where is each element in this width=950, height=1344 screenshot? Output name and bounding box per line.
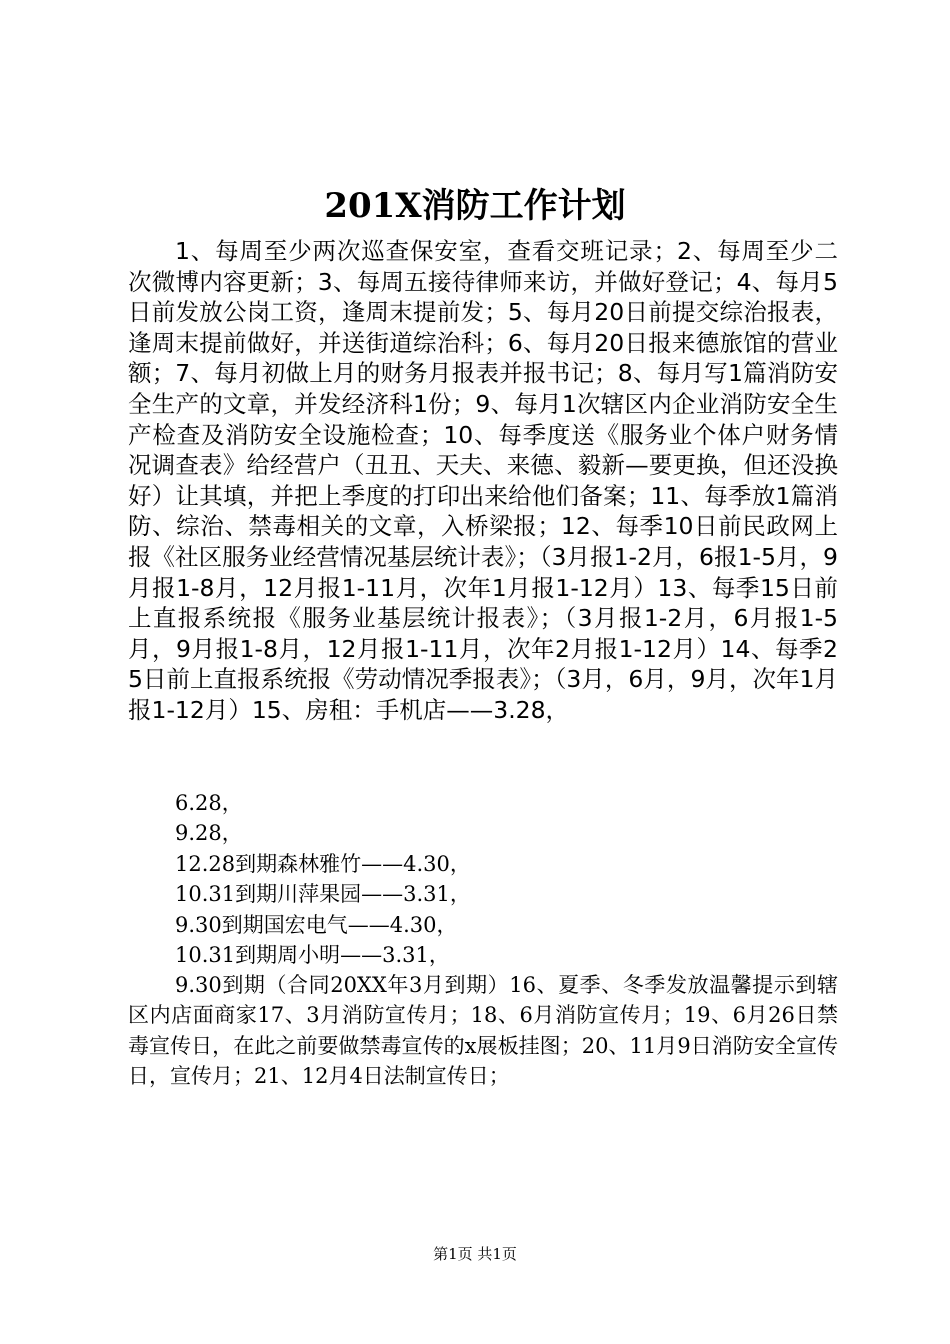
tail-paragraph: 9.30到期（合同20XX年3月到期）16、夏季、冬季发放温馨提示到辖区内店面商家17、3月消防宣传月；18、6月消防宣传月；19、6月26日禁毒宣传日，在此之前要做禁毒宣传的x展板挂图；20、11月9日消防安全宣传日，宣传月；21、12月4日法制宣传日； (128, 973, 838, 1089)
document-title: 201X消防工作计划 (324, 186, 626, 226)
rent-expiry-list (128, 788, 838, 970)
page-footer: 第1页 共1页 (433, 1245, 517, 1263)
list-item: 10.31到期周小明——3.31， (175, 943, 450, 968)
list-item: 12.28到期森林雅竹——4.30， (175, 851, 471, 876)
list-item: 10.31到期川萍果园——3.31， (175, 882, 471, 907)
list-item: 6.28， (175, 791, 243, 815)
main-paragraph: 1、每周至少两次巡查保安室，查看交班记录；2、每周至少二次微博内容更新；3、每周五接待律师来访，并做好登记；4、每月5日前发放公岗工资，逢周末提前发；5、每月20日前提交综治报表，逢周末提前做好，并送街道综治科；6、每月20日报来德旅馆的营业额；7、每月初做上月的财务月报表并报书记；8、每月写1篇消防安全生产的文章，并发经济科1份；9、每月1次辖区内企业消防安全生产检查及消防安全设施检查；10、每季度送《服务业个体户财务情况调查表》给经营户（丑丑、天夫、来德、毅新—要更换，但还没换好）让其填，并把上季度的打印出来给他们备案；11、每季放1篇消防、综治、禁毒相关的文章，入桥梁报；12、每季10日前民政网上报《社区服务业经营情况基层统计表》；（3月报1-2月，6报1-5月，9月报1-8月，12月报1-11月，次年1月报1-12月）13、每季15日前上直报系统报《服务业基层统计报表》；（3月报1-2月，6月报1-5月，9月报1-8月，12月报1-11月，次年2月报1-12月）14、每季25日前上直报系统报《劳动情况季报表》；（3月，6月，9月，次年1月报1-12月）15、房租：手机店——3.28， (128, 237, 838, 724)
list-item: 9.28， (175, 821, 243, 846)
list-item: 9.30到期国宏电气——4.30， (175, 912, 458, 937)
